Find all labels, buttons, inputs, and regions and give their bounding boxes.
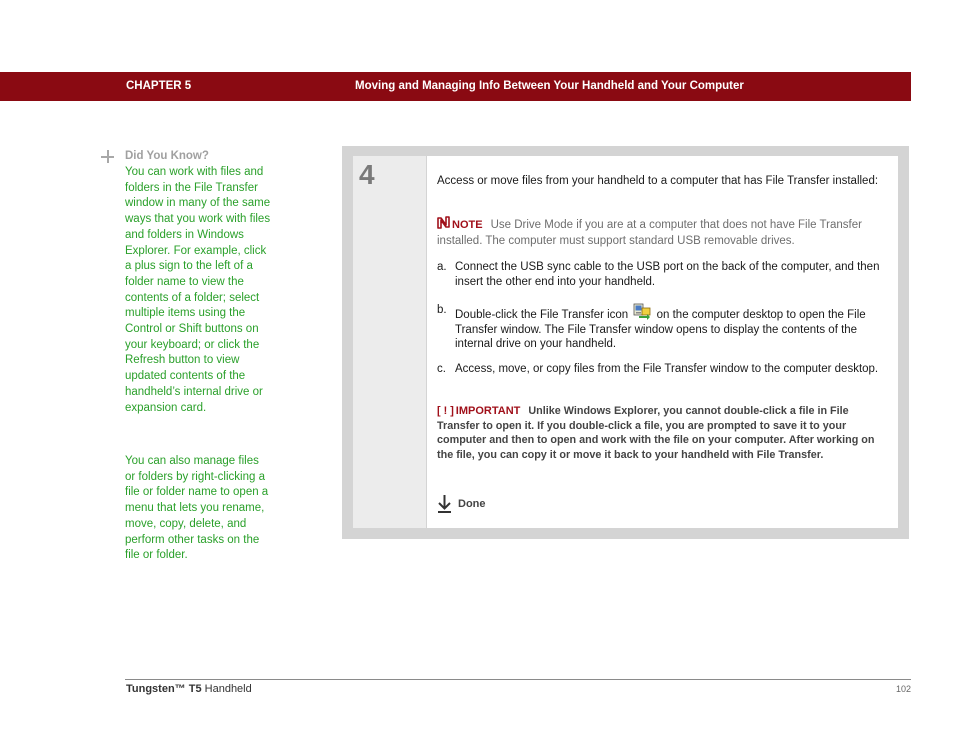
item-letter: c. <box>437 363 446 375</box>
note-label: NOTE <box>452 218 483 231</box>
important-label: IMPORTANT <box>455 405 521 417</box>
note-block <box>437 216 895 248</box>
plus-icon <box>101 150 115 164</box>
item-letter: b. <box>437 304 447 316</box>
file-transfer-icon <box>633 303 651 320</box>
important-icon: [ ! ] <box>437 405 454 417</box>
chapter-header-bar <box>0 72 911 101</box>
step-intro: Access or move files from your handheld to a computer that has File Transfer installed: <box>437 175 879 187</box>
note-text: Use Drive Mode if you are at a computer that does not have File Transfer installed. The computer must support standard USB removable drives. <box>437 218 862 247</box>
important-text: Unlike Windows Explorer, you cannot double-click a file in File Transfer to open it. If you double-click a file, you are prompted to save it to your computer and then to open and work with the file on your computer. After working on the file, you can copy it or move it back to your handheld with File Transfer. <box>437 405 875 461</box>
step-number: 4 <box>359 159 375 190</box>
item-letter: a. <box>437 261 447 273</box>
step-number-column <box>353 156 426 528</box>
did-you-know-title: Did You Know? <box>125 150 209 162</box>
done-label: Done <box>458 498 486 510</box>
item-text <box>455 303 892 352</box>
chapter-title: Moving and Managing Info Between Your Handheld and Your Computer <box>355 80 744 92</box>
footer-product-suffix: Handheld <box>204 683 252 695</box>
footer-product-name: Tungsten™ T5 <box>126 683 202 695</box>
item-text: Connect the USB sync cable to the USB port on the back of the computer, and then insert the other end into your handheld. <box>455 261 880 288</box>
sidebar-paragraph-2: You can also manage files or folders by right-clicking a file or folder name to open a menu that lets you rename, move, copy, delete, and perform other tasks on the file or folder. <box>125 455 269 562</box>
done-arrow-icon <box>437 495 452 513</box>
item-text-before: Double-click the File Transfer icon <box>455 309 629 321</box>
page-number: 102 <box>895 684 911 694</box>
item-text: Access, move, or copy files from the File Transfer window to the computer desktop. <box>455 363 879 375</box>
important-block <box>437 404 892 462</box>
chapter-label: CHAPTER 5 <box>126 80 192 92</box>
footer-product <box>126 683 252 695</box>
sidebar-paragraph-1: You can work with files and folders in the File Transfer window in many of the same ways that you work with files and folders in Windows Explorer. For example, click a plus sign to the left of a folder name to view the contents of a folder; select multiple items using the Control or Shift buttons on your keyboard; or click the Refresh button to view updated contents of the handheld’s internal drive or expansion card. <box>125 166 271 414</box>
note-icon <box>437 216 450 234</box>
footer-divider <box>125 679 911 680</box>
item-text-after: on the computer desktop to open the File Transfer window. The File Transfer window opens to display the contents of the internal drive on your handheld. <box>455 309 866 350</box>
